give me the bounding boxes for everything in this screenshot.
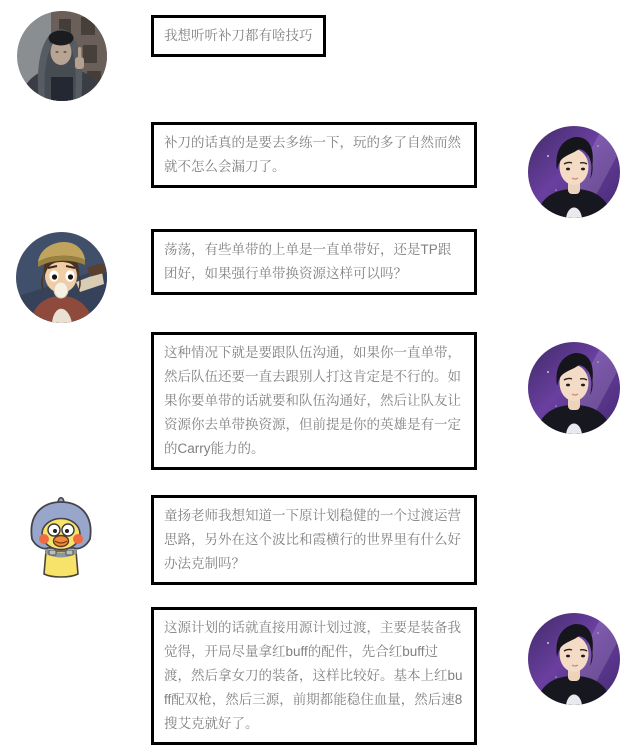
anime-boy-avatar-icon <box>16 232 107 323</box>
avatar-questioner-hoodie-man <box>17 11 107 101</box>
message-bubble-question-2: 荡荡，有些单带的上单是一直单带好，还是TP跟团好，如果强行单带换资源这样可以吗？ <box>151 229 477 295</box>
message-bubble-answer-1: 补刀的话真的是要去多练一下，玩的多了自然而然就不怎么会漏刀了。 <box>151 122 477 188</box>
hoodie-man-avatar-icon <box>17 11 107 101</box>
idol-man-avatar-icon <box>528 342 620 434</box>
message-bubble-question-3: 童扬老师我想知道一下原计划稳健的一个过渡运营思路，另外在这个波比和霞横行的世界里有什么好办法克制吗？ <box>151 495 477 585</box>
chick-shark-hood-avatar-icon <box>16 489 106 579</box>
avatar-answerer <box>528 126 620 218</box>
idol-man-avatar-icon <box>528 126 620 218</box>
avatar-answerer <box>528 342 620 434</box>
message-bubble-question-1: 我想听听补刀都有啥技巧 <box>151 15 326 57</box>
avatar-questioner-anime-boy <box>16 232 107 323</box>
avatar-questioner-chick <box>16 489 106 579</box>
message-bubble-answer-2: 这种情况下就是要跟队伍沟通，如果你一直单带，然后队伍还要一直去跟别人打这肯定是不行的。如果你要单带的话就要和队伍沟通好，然后让队友让资源你去单带换资源，但前提是你的英雄是有一定的Carry能力的。 <box>151 332 477 470</box>
avatar-answerer <box>528 613 620 705</box>
message-bubble-answer-3: 这源计划的话就直接用源计划过渡，主要是装备我觉得，开局尽量拿红buff的配件，先合红buff过渡，然后拿女刀的装备，这样比较好。基本上红buff配双枪，然后三源，前期都能稳住血量，然后速8搜艾克就好了。 <box>151 607 477 745</box>
idol-man-avatar-icon <box>528 613 620 705</box>
